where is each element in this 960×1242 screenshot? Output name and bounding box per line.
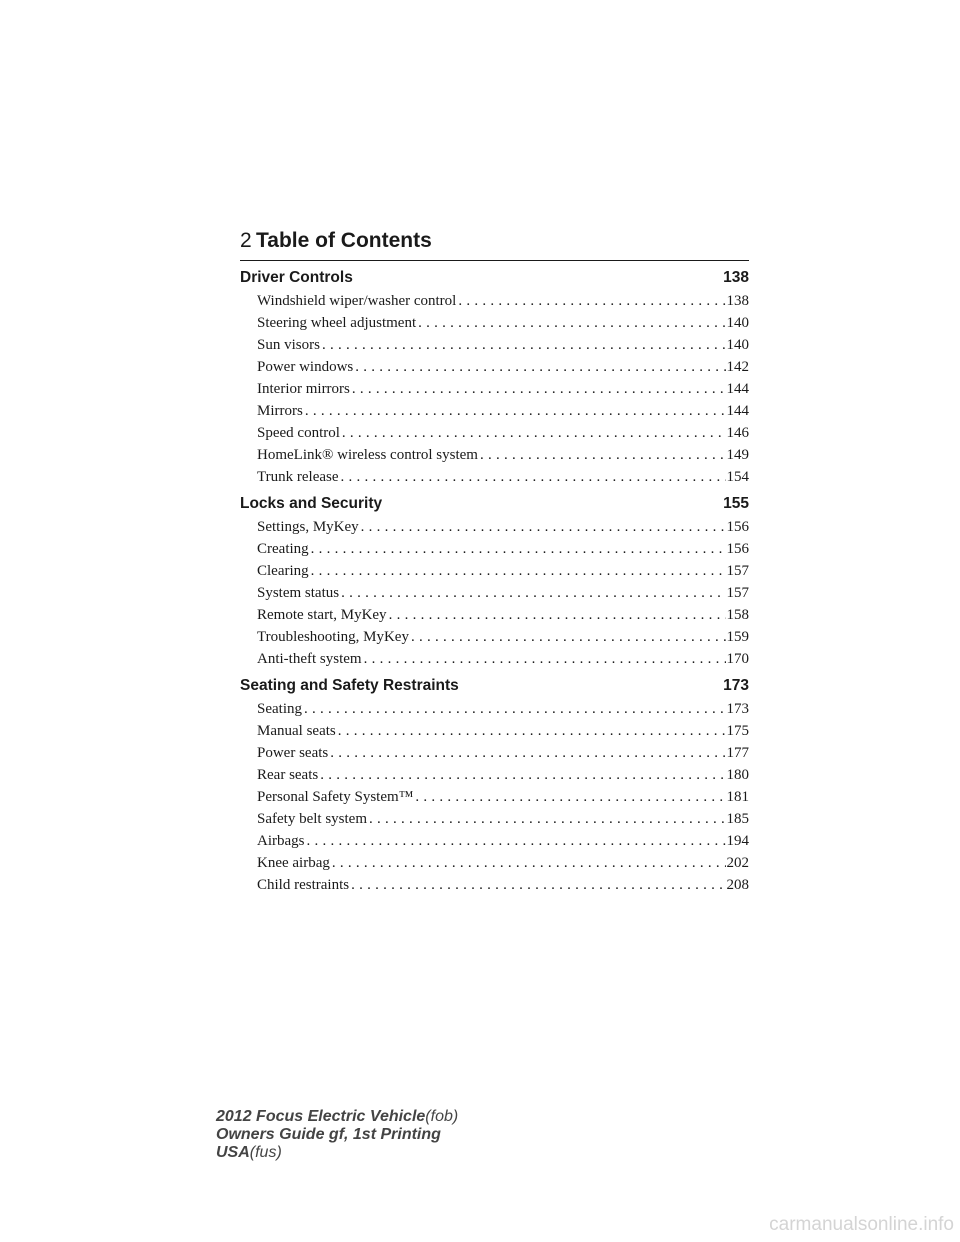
entry-page: 144 bbox=[726, 381, 749, 397]
entry-page: 154 bbox=[726, 469, 749, 485]
toc-entry[interactable] bbox=[240, 560, 749, 582]
dot-leader bbox=[409, 626, 726, 648]
entry-page: 156 bbox=[726, 519, 749, 535]
toc-entry[interactable] bbox=[240, 516, 749, 538]
entry-label: Knee airbag bbox=[257, 855, 330, 871]
entry-label: Anti-theft system bbox=[257, 651, 362, 667]
footer-vehicle-code: (fob) bbox=[425, 1108, 459, 1125]
toc-entry[interactable] bbox=[240, 334, 749, 356]
dot-leader bbox=[478, 444, 726, 466]
dot-leader bbox=[305, 830, 726, 852]
dot-leader bbox=[413, 786, 725, 808]
entry-label: Seating bbox=[257, 701, 302, 717]
entry-label: Settings, MyKey bbox=[257, 519, 359, 535]
toc-entry[interactable] bbox=[240, 422, 749, 444]
toc-entry[interactable] bbox=[240, 378, 749, 400]
page-header bbox=[240, 229, 749, 259]
entry-page: 185 bbox=[726, 811, 749, 827]
entry-page: 175 bbox=[726, 723, 749, 739]
toc-entry[interactable] bbox=[240, 538, 749, 560]
footer-line-3 bbox=[216, 1144, 458, 1162]
entry-page: 181 bbox=[726, 789, 749, 805]
entry-label: Interior mirrors bbox=[257, 381, 350, 397]
toc-entry[interactable] bbox=[240, 290, 749, 312]
entry-label: Rear seats bbox=[257, 767, 319, 783]
entry-page: 140 bbox=[726, 315, 749, 331]
dot-leader bbox=[320, 334, 726, 356]
dot-leader bbox=[340, 422, 726, 444]
toc-entry[interactable] bbox=[240, 742, 749, 764]
dot-leader bbox=[309, 560, 726, 582]
toc-entry[interactable] bbox=[240, 444, 749, 466]
dot-leader bbox=[362, 648, 726, 670]
toc-entry[interactable] bbox=[240, 400, 749, 422]
section-title: Driver Controls bbox=[240, 269, 353, 286]
section-page: 155 bbox=[723, 495, 749, 512]
section-heading[interactable] bbox=[240, 492, 749, 516]
footer-market-code: (fus) bbox=[249, 1144, 282, 1161]
entry-label: Windshield wiper/washer control bbox=[257, 293, 457, 309]
entry-label: Trunk release bbox=[257, 469, 339, 485]
toc-entry[interactable] bbox=[240, 626, 749, 648]
entry-label: Remote start, MyKey bbox=[257, 607, 387, 623]
entry-label: Clearing bbox=[257, 563, 309, 579]
entry-page: 146 bbox=[726, 425, 749, 441]
entry-page: 159 bbox=[726, 629, 749, 645]
toc-section-seating-and-safety-restraints bbox=[240, 674, 749, 896]
dot-leader bbox=[339, 582, 725, 604]
dot-leader bbox=[416, 312, 725, 334]
entry-page: 177 bbox=[726, 745, 749, 761]
entry-label: Speed control bbox=[257, 425, 340, 441]
toc-entry[interactable] bbox=[240, 466, 749, 488]
toc-entry[interactable] bbox=[240, 786, 749, 808]
footer-vehicle: 2012 Focus Electric Vehicle bbox=[216, 1108, 426, 1125]
entry-page: 149 bbox=[726, 447, 749, 463]
dot-leader bbox=[302, 698, 726, 720]
dot-leader bbox=[349, 874, 725, 896]
section-heading[interactable] bbox=[240, 674, 749, 698]
entry-page: 140 bbox=[726, 337, 749, 353]
document-footer bbox=[216, 1108, 458, 1162]
entry-page: 138 bbox=[726, 293, 749, 309]
toc-entry[interactable] bbox=[240, 582, 749, 604]
entry-page: 180 bbox=[726, 767, 749, 783]
dot-leader bbox=[336, 720, 726, 742]
footer-line-2 bbox=[216, 1126, 458, 1144]
entry-page: 173 bbox=[726, 701, 749, 717]
dot-leader bbox=[328, 742, 725, 764]
watermark: carmanualsonline.info bbox=[769, 1214, 954, 1235]
entry-page: 158 bbox=[726, 607, 749, 623]
entry-label: Steering wheel adjustment bbox=[257, 315, 417, 331]
toc-entry[interactable] bbox=[240, 648, 749, 670]
entry-label: HomeLink® wireless control system bbox=[257, 447, 478, 463]
entry-label: Child restraints bbox=[257, 877, 350, 893]
entry-page: 157 bbox=[726, 563, 749, 579]
toc-entry[interactable] bbox=[240, 852, 749, 874]
header-rule bbox=[240, 260, 749, 261]
dot-leader bbox=[318, 764, 725, 786]
dot-leader bbox=[330, 852, 726, 874]
toc-entry[interactable] bbox=[240, 764, 749, 786]
section-page: 138 bbox=[723, 269, 749, 286]
entry-label: Sun visors bbox=[257, 337, 320, 353]
section-title: Locks and Security bbox=[240, 495, 383, 512]
footer-guide: Owners Guide gf, 1st Printing bbox=[216, 1126, 441, 1143]
toc-entry[interactable] bbox=[240, 808, 749, 830]
dot-leader bbox=[339, 466, 726, 488]
entry-label: Personal Safety System™ bbox=[257, 789, 414, 805]
toc-entry[interactable] bbox=[240, 356, 749, 378]
page-title: Table of Contents bbox=[256, 229, 432, 252]
dot-leader bbox=[303, 400, 726, 422]
toc-entry[interactable] bbox=[240, 604, 749, 626]
dot-leader bbox=[456, 290, 725, 312]
dot-leader bbox=[367, 808, 726, 830]
entry-label: Manual seats bbox=[257, 723, 336, 739]
table-of-contents bbox=[240, 266, 749, 900]
entry-page: 202 bbox=[726, 855, 749, 871]
toc-section-locks-and-security bbox=[240, 492, 749, 670]
entry-label: Troubleshooting, MyKey bbox=[257, 629, 409, 645]
entry-page: 144 bbox=[726, 403, 749, 419]
toc-entry[interactable] bbox=[240, 698, 749, 720]
entry-page: 156 bbox=[726, 541, 749, 557]
page-number: 2 bbox=[240, 229, 252, 252]
entry-label: Airbags bbox=[257, 833, 305, 849]
footer-line-1 bbox=[216, 1108, 458, 1126]
section-page: 173 bbox=[723, 677, 749, 694]
toc-entry[interactable] bbox=[240, 312, 749, 334]
toc-entry[interactable] bbox=[240, 830, 749, 852]
entry-label: Mirrors bbox=[257, 403, 303, 419]
section-title: Seating and Safety Restraints bbox=[240, 677, 459, 694]
dot-leader bbox=[359, 516, 726, 538]
entry-label: System status bbox=[257, 585, 340, 601]
entry-page: 142 bbox=[726, 359, 749, 375]
section-heading[interactable] bbox=[240, 266, 749, 290]
entry-page: 208 bbox=[726, 877, 749, 893]
dot-leader bbox=[353, 356, 725, 378]
entry-label: Power windows bbox=[257, 359, 354, 375]
entry-page: 157 bbox=[726, 585, 749, 601]
toc-entry[interactable] bbox=[240, 874, 749, 896]
entry-label: Creating bbox=[257, 541, 309, 557]
dot-leader bbox=[309, 538, 726, 560]
entry-page: 170 bbox=[726, 651, 749, 667]
footer-market: USA bbox=[216, 1144, 250, 1161]
toc-entry[interactable] bbox=[240, 720, 749, 742]
entry-label: Safety belt system bbox=[257, 811, 367, 827]
dot-leader bbox=[387, 604, 726, 626]
entry-label: Power seats bbox=[257, 745, 329, 761]
toc-section-driver-controls bbox=[240, 266, 749, 488]
entry-page: 194 bbox=[726, 833, 749, 849]
dot-leader bbox=[350, 378, 726, 400]
